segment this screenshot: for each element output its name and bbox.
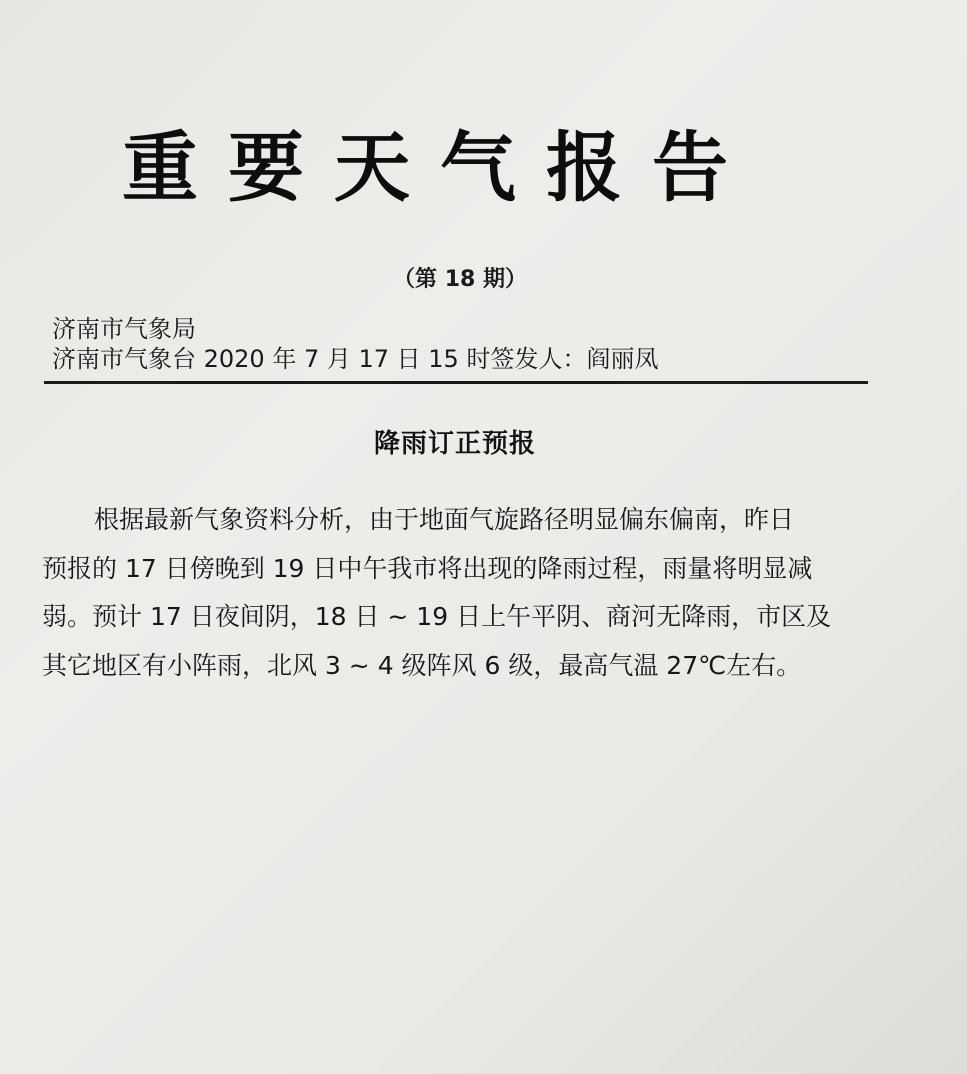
body-line: 根据最新气象资料分析，由于地面气旋路径明显偏东偏南，昨日: [94, 505, 795, 534]
issue-number: （第 18 期）: [393, 267, 527, 292]
header-divider: [44, 381, 868, 384]
issuer-line-observatory: 济南市气象台 2020 年 7 月 17 日 15 时签发人：阎丽凤: [52, 345, 659, 373]
body-line: 预报的 17 日傍晚到 19 日中午我市将出现的降雨过程，雨量将明显减: [42, 553, 813, 583]
body-paragraph: [42, 496, 892, 690]
section-title: 降雨订正预报: [373, 429, 536, 459]
body-line: 其它地区有小阵雨，北风 3 ~ 4 级阵风 6 级，最高气温 27℃左右。: [42, 650, 802, 680]
issuer-line-bureau: 济南市气象局: [52, 315, 196, 343]
issuer-block: [52, 314, 658, 374]
body-line: 弱。预计 17 日夜间阴，18 日 ~ 19 日上午平阴、商河无降雨，市区及: [42, 602, 832, 631]
document-title: 重要天气报告: [122, 123, 758, 212]
